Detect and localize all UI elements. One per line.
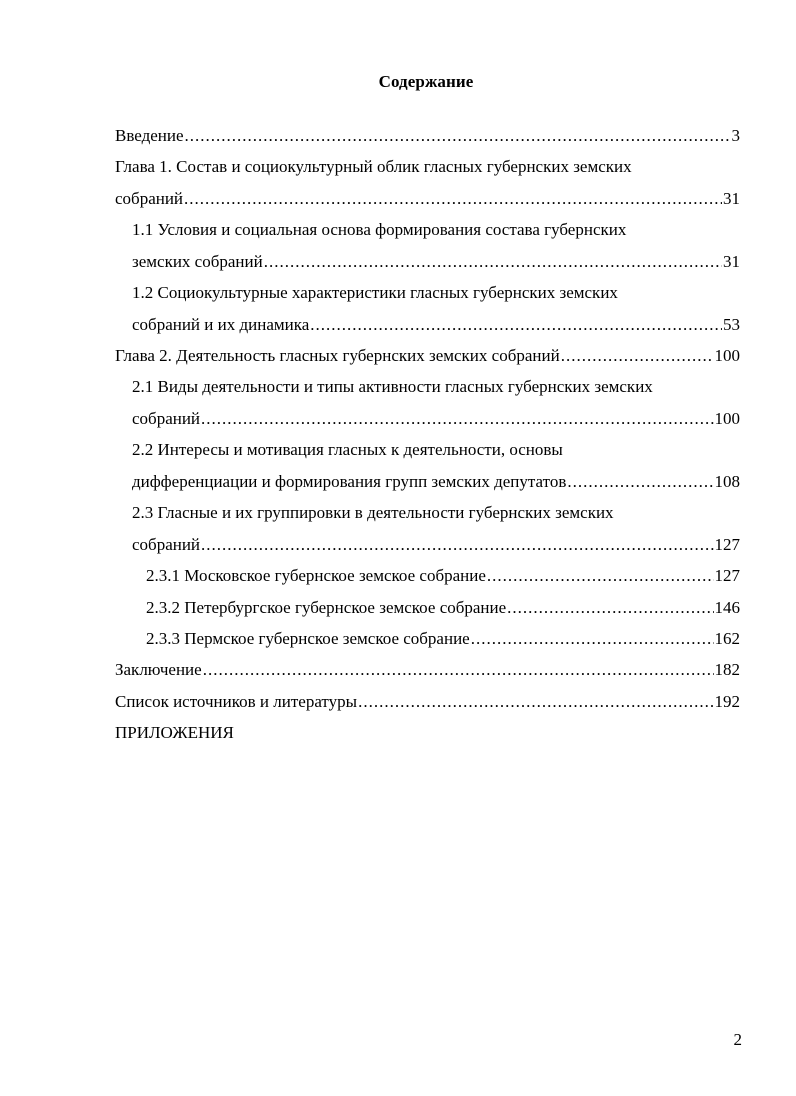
toc-entry-section-2-3[interactable] — [132, 503, 740, 523]
toc-entry-chapter-1[interactable] — [115, 157, 740, 177]
toc-entry-section-2-2[interactable] — [132, 440, 740, 460]
toc-entry-page: 100 — [714, 409, 740, 428]
toc-entry-bibliography[interactable] — [115, 692, 740, 712]
dot-leader — [567, 472, 713, 492]
toc-entry-text: Введение — [115, 126, 184, 145]
dot-leader — [507, 598, 713, 618]
toc-entry-section-2-1-cont[interactable] — [132, 409, 740, 429]
toc-entry-appendices[interactable] — [115, 723, 740, 743]
toc-entry-text: Заключение — [115, 660, 202, 679]
dot-leader — [471, 629, 714, 649]
toc-entry-page: 192 — [714, 692, 740, 711]
toc-entry-text: собраний — [132, 409, 201, 428]
toc-entry-section-2-1[interactable] — [132, 377, 740, 397]
dot-leader — [201, 535, 713, 555]
toc-entry-section-2-3-1[interactable] — [146, 566, 740, 586]
toc-entry-section-1-2-cont[interactable] — [132, 315, 740, 335]
page-number: 2 — [733, 1030, 742, 1049]
toc-entry-page: 127 — [714, 535, 740, 554]
toc-entry-text: Глава 1. Состав и социокультурный облик гласных губернских земских — [115, 157, 632, 176]
toc-entry-text: 1.1 Условия и социальная основа формирования состава губернских — [132, 220, 627, 239]
toc-entry-text: земских собраний — [132, 252, 263, 271]
toc-entry-text: Глава 2. Деятельность гласных губернских земских собраний — [115, 346, 560, 365]
toc-entry-page: 53 — [723, 315, 740, 334]
dot-leader — [487, 566, 714, 586]
toc-entry-text: 2.2 Интересы и мотивация гласных к деятельности, основы — [132, 440, 563, 459]
toc-entry-text: дифференциации и формирования групп земских депутатов — [132, 472, 567, 491]
toc-entry-text: ПРИЛОЖЕНИЯ — [115, 723, 234, 742]
toc-entry-text: 2.3.1 Московское губернское земское собрание — [146, 566, 486, 585]
dot-leader — [264, 252, 722, 272]
toc-entry-page: 108 — [714, 472, 740, 491]
toc-entry-section-1-1-cont[interactable] — [132, 252, 740, 272]
toc-entry-page: 31 — [723, 252, 740, 271]
toc-entry-page: 162 — [714, 629, 740, 648]
toc-entry-section-2-3-cont[interactable] — [132, 535, 740, 555]
dot-leader — [358, 692, 713, 712]
toc-entry-text: Список источников и литературы — [115, 692, 358, 711]
dot-leader — [185, 126, 731, 146]
toc-entry-chapter-2[interactable] — [115, 346, 740, 366]
toc-entry-section-1-1[interactable] — [132, 220, 740, 240]
toc-entry-section-2-3-3[interactable] — [146, 629, 740, 649]
dot-leader — [184, 189, 722, 209]
toc-entry-page: 3 — [731, 126, 740, 145]
dot-leader — [310, 315, 722, 335]
toc-entry-introduction[interactable] — [115, 126, 740, 146]
toc-entry-conclusion[interactable] — [115, 660, 740, 680]
toc-entry-section-1-2[interactable] — [132, 283, 740, 303]
toc-entry-text: 2.3.3 Пермское губернское земское собрание — [146, 629, 470, 648]
toc-entry-page: 182 — [714, 660, 740, 679]
toc-entry-text: 2.3 Гласные и их группировки в деятельности губернских земских — [132, 503, 614, 522]
toc-entry-section-2-2-cont[interactable] — [132, 472, 740, 492]
toc-entry-section-2-3-2[interactable] — [146, 598, 740, 618]
toc-entry-page: 31 — [723, 189, 740, 208]
toc-entry-page: 127 — [714, 566, 740, 585]
toc-entry-text: 1.2 Социокультурные характеристики гласных губернских земских — [132, 283, 618, 302]
toc-entry-text: собраний и их динамика — [132, 315, 310, 334]
toc-entry-text: 2.1 Виды деятельности и типы активности гласных губернских земских — [132, 377, 653, 396]
toc-entry-text: собраний — [132, 535, 201, 554]
toc-entry-chapter-1-cont[interactable] — [115, 189, 740, 209]
page-title: Содержание — [378, 72, 474, 91]
dot-leader — [201, 409, 713, 429]
toc-entry-text: собраний — [115, 189, 184, 208]
dot-leader — [561, 346, 714, 366]
dot-leader — [203, 660, 714, 680]
toc-entry-page: 100 — [714, 346, 740, 365]
toc-entry-page: 146 — [714, 598, 740, 617]
toc-entry-text: 2.3.2 Петербургское губернское земское собрание — [146, 598, 507, 617]
